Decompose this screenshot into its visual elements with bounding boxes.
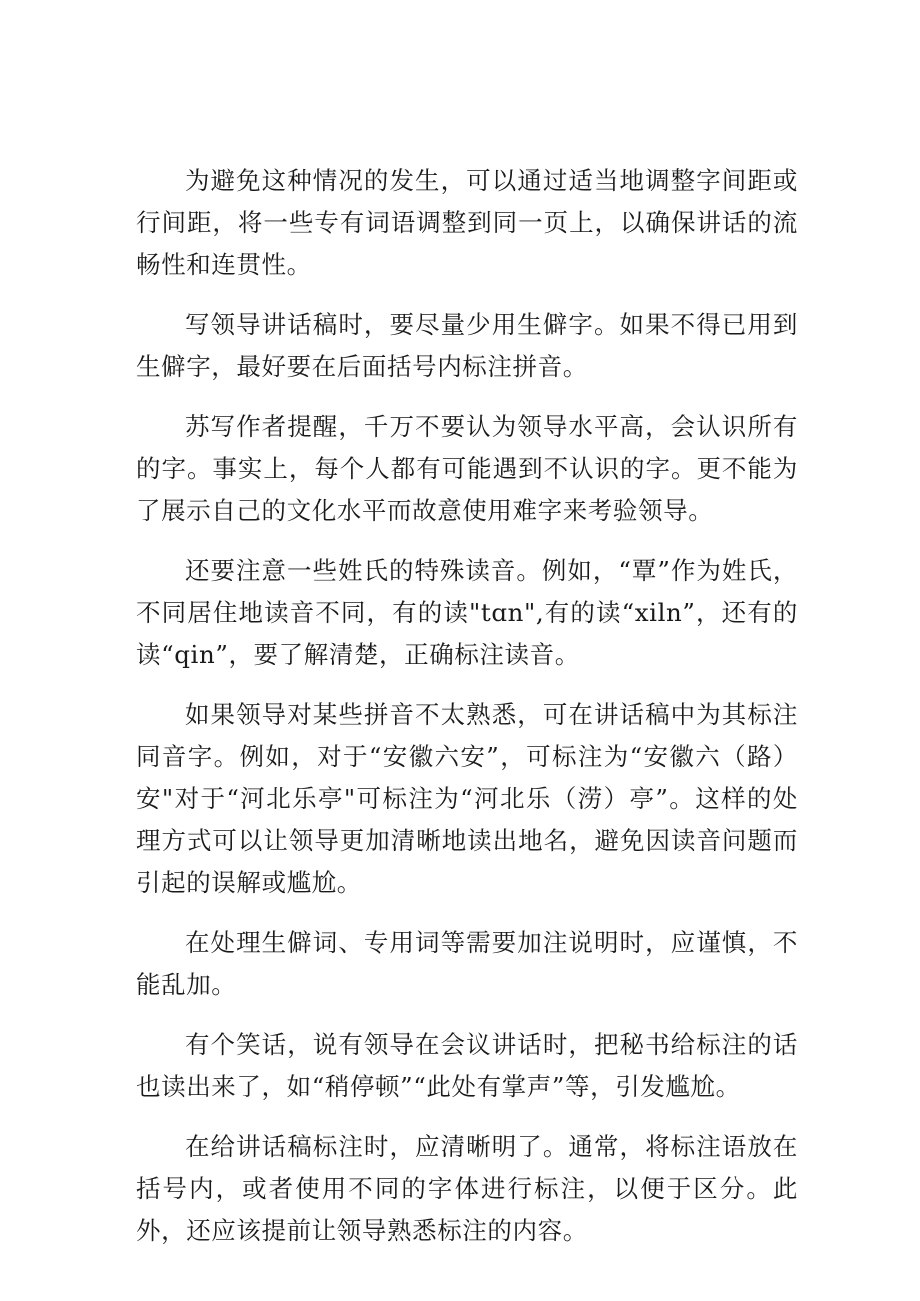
paragraph: 在处理生僻词、专用词等需要加注说明时，应谨慎，不能乱加。 <box>136 928 798 999</box>
paragraph: 如果领导对某些拼音不太熟悉，可在讲话稿中为其标注同音字。例如，对于“安徽六安”，可标注为“安徽六（路）安"对于“河北乐亭"可标注为“河北乐（涝）亭”。这样的处理方式可以让领导更加清晰地读出地名，避免因读音问题而引起的误解或尴尬。 <box>136 700 798 897</box>
paragraph: 在给讲话稿标注时，应清晰明了。通常，将标注语放在括号内，或者使用不同的字体进行标注，以便于区分。此外，还应该提前让领导熟悉标注的内容。 <box>136 1132 798 1245</box>
paragraph: 为避免这种情况的发生，可以通过适当地调整字间距或行间距，将一些专有词语调整到同一页上，以确保讲话的流畅性和连贯性。 <box>136 166 798 279</box>
paragraph: 写领导讲话稿时，要尽量少用生僻字。如果不得已用到生僻字，最好要在后面括号内标注拼音。 <box>136 310 798 381</box>
paragraph: 还要注意一些姓氏的特殊读音。例如，“覃”作为姓氏，不同居住地读音不同，有的读"tɑn",有的读“xiln”，还有的读“qin”，要了解清楚，正确标注读音。 <box>136 556 798 669</box>
paragraph: 苏写作者提醒，千万不要认为领导水平高，会认识所有的字。事实上，每个人都有可能遇到不认识的字。更不能为了展示自己的文化水平而故意使用难字来考验领导。 <box>136 412 798 525</box>
paragraph: 有个笑话，说有领导在会议讲话时，把秘书给标注的话也读出来了，如“稍停顿”“此处有掌声”等，引发尴尬。 <box>136 1030 798 1101</box>
document-body <box>136 160 798 1270</box>
